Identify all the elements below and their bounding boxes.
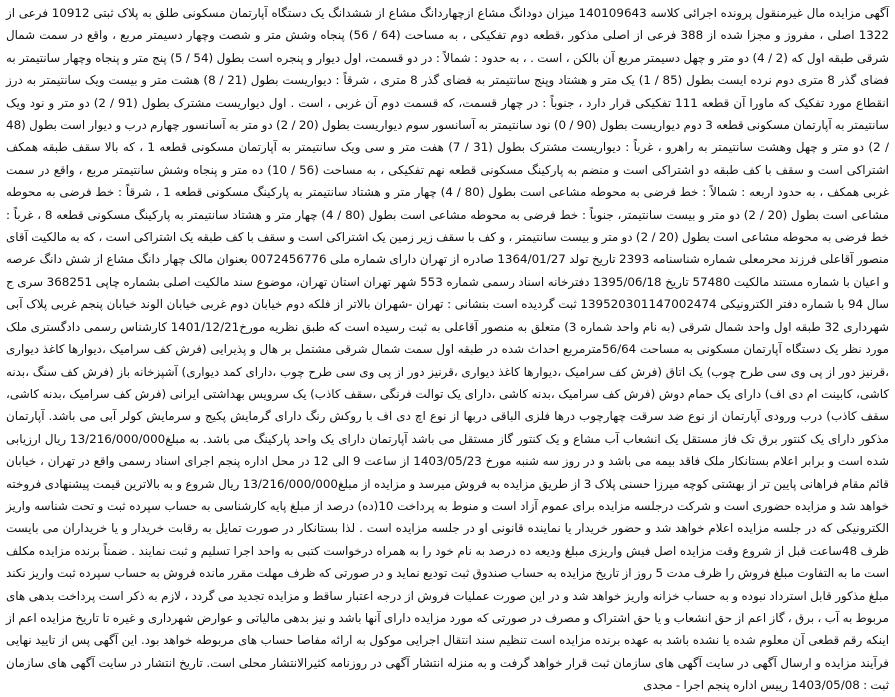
- auction-notice-text: آگهی مزایده مال غیرمنقول پرونده اجرائی کلاسه 140109643 میزان دودانگ مشاع ازچهاردانگ مشاع از ششدانگ یک دستگاه آپارتمان مسکونی طلق به پلاک ثبتی 10912 فرعی از 1322 اصلی ، مفروز و مجزا شده از 388 فرعی از اصلی مذکور ،قطعه دوم تفکیکی ، به مساحت (64 / 56) پنجاه وشش متر و شصت وچهار دسیمتر مربع ، واقع در سمت شمال شرقی طبقه اول که (2 / 4) دو متر و چهل دسیمتر مربع آن بالکن ، است . ، به حدود : شمالاً : در دو قسمت، اول دیوار و پنجره است بطول (54 / 5) پنج متر و پنجاه وچهار سانتیمتر به فضای گذر 8 متری دوم نرده ایست بطول (85 / 1) یک متر و هشتاد وپنج سانتیمتر به فضای گذر 8 متری ، شرقاً : دیواریست بطول (21 / 8) هشت متر و بیست ویک سانتیمتر به درز انقطاع مورد تفکیک که ماورا آن قطعه 111 تفکیکی قرار دارد ، جنوباً : در چهار قسمت، که قسمت دوم آن غربی ، است . اول دیواریست مشترک بطول (91 / 2) دو متر و نود ویک سانتیمتر به آپارتمان مسکونی قطعه 3 دوم دیواریست بطول (90 / 0) نود سانتیمتر به آسانسور سوم دیواریست بطول (20 / 2) دو متر به آسانسور چهارم درب و دیوار است بطول (48 / 2) دو متر و چهل وهشت سانتیمتر به راهرو ، غرباً : دیواریست مشترک بطول (31 / 7) هفت متر و سی ویک سانتیمتر به آپارتمان مسکونی قطعه 1 ، که بالا سقف طبقه همکف اشتراکی است و سقف با کف طبقه دو اشتراکی است و منضم به پارکینگ مسکونی قطعه نهم تفکیکی ، به مساحت (56 / 10) ده متر و پنجاه وشش سانتیمتر مربع ، واقع در سمت غربی همکف ، به حدود اربعه : شمالاً : خط فرضی به محوطه مشاعی است بطول (80 / 4) چهار متر و هشتاد سانتیمتر به پارکینگ مسکونی قطعه 1 ، شرقاً : خط فرضی به محوطه مشاعی است بطول (20 / 2) دو متر و بیست سانتیمتر، جنوباً : خط فرضی به محوطه مشاعی است بطول (80 / 4) چهار متر و هشتاد سانتیمتر به پارکینگ مسکونی قطعه 8 ، غرباً : خط فرضی به محوطه مشاعی است بطول (20 / 2) دو متر و بیست سانتیمتر ، و کف با سقف زیر زمین یک اشتراکی است و سقف با کف طبقه یک اشتراکی است ، که به مالکیت آقای منصور آقاعلی فرزند محرمعلی شماره شناسنامه 2393 تاریخ تولد 1364/01/27 صادره از تهران دارای شماره ملی 0072456776 بعنوان مالک چهار دانگ مشاع از شش دانگ عرصه و اعیان با شماره مستند مالکیت 57480 تاریخ 1395/06/18 دفترخانه اسناد رسمی شماره 553 شهر تهران استان تهران، موضوع سند مالکیت اصلی بشماره چاپی 368251 سری ج سال 94 با شماره دفتر الکترونیکی 139520301147002474 ثبت گردیده است بنشانی : تهران -شهران بالاتر از فلکه دوم خیابان دوم غربی خیابان الوند خیابان پنجم غربی پلاک آبی شهرداری 32 طبقه اول واحد شمال شرقی (به نام واحد شماره 3) متعلق به منصور آقاعلی به ثبت رسیده است که طبق نظریه مورخ1401/12/21 کارشناس رسمی دادگستری ملک مورد نظر یک دستگاه آپارتمان مسکونی به مساحت 56/64مترمربع احداث شده در طبقه اول سمت شمال شرقی مشتمل بر هال و پذیرایی (فرش کف سرامیک ،دیوارها کاغذ دیواری ،قرنیز دور از پی وی سی طرح چوب) یک اتاق (فرش کف سرامیک ،دیوارها کاغذ دیواری ،قرنیز دور از پی وی سی طرح چوب ،دارای کمد دیواری) آشپزخانه باز (فرش کف سنگ ،بدنه کاشی، کابینت ام دی اف) دارای یک حمام دوش (فرش کف سرامیک ،بدنه کاشی ،دارای یک توالت فرنگی ،سقف کاذب) یک سرویس بهداشتی ایرانی (فرش کف سرامیک ،بدنه کاشی، سقف کاذب) درب ورودی آپارتمان از نوع ضد سرقت چهارچوب درها فلزی الباقی دربها از نوع اچ دی اف با روکش رنگ دارای گرمایش پکیج و سرمایش کولر آبی می باشد. آپارتمان مذکور دارای یک کنتور برق تک فاز مستقل یک انشعاب آب مشاع و یک کنتور گاز مستقل می باشد آپارتمان دارای یک واحد پارکینگ می باشد. به مبلغ13/216/000/000 ریال ارزیابی شده است و برابر اعلام بستانکار ملک فاقد بیمه می باشد و در روز سه شنبه مورخ 1403/05/23 از ساعت 9 الی 12 در محل اداره پنجم اجرای اسناد رسمی واقع در تهران ، خیابان قائم مقام فراهانی پایین تر از بهشتی کوچه میرزا حسنی پلاک 3 از طریق مزایده به فروش میرسد و مزایده از مبلغ13/216/000/000 ریال شروع و به بالاترین قیمت پیشنهادی فروخته خواهد شد و مزایده حضوری است و شرکت درجلسه مزایده برای عموم آزاد است و منوط به پرداخت 10(ده) درصد از مبلغ پایه کارشناسی به حساب سپرده ثبت و تحت شناسه واریز الکترونیکی که در جلسه مزایده اعلام خواهد شد و حضور خریدار یا نماینده قانونی او در جلسه مزایده است . لذا بستانکار در صورت تمایل به رقابت خریدار و یا خریداران می بایست ظرف 48ساعت قبل از شروع وقت مزایده اصل فیش واریزی مبلغ ودیعه ده درصد به نام خود را به همراه درخواست کتبی به واحد اجرا تسلیم و ثبت نمایند . ضمناً برنده مزایده مکلف است ما به التفاوت مبلغ فروش را ظرف مدت 5 روز از تاریخ مزایده به حساب صندوق ثبت تودیع نماید و در صورتی که ظرف مهلت مقرر مانده فروش به حساب سپرده ثبت واریز نکند مبلغ مذکور قابل استرداد نبوده و به حساب خزانه واریز خواهد شد و در این صورت عملیات فروش از درجه اعتبار ساقط و مزایده تجدید می گردد ، لازم به ذکر است پرداخت بدهی های مربوط به آب ، برق ، گاز اعم از حق انشعاب و یا حق اشتراک و مصرف در صورتی که مورد مزایده دارای آنها باشد و نیز بدهی مالیاتی و عوارض شهرداری و غیره تا تاریخ مزایده اعم از اینکه رقم قطعی آن معلوم شده یا نشده باشد به عهده برنده مزایده است تنظیم سند انتقال اجرایی موکول به ارائه مفاصا حساب های مربوطه خواهد بود. این آگهی پس از تایید نهایی فرآیند مزایده و ارسال آگهی در سایت آگهی های سازمان ثبت قرار خواهد گرفت و به منزله انتشار آگهی در روزنامه کثیرالانتشار محلی است. تاریخ انتشار در سایت آگهی های سازمان ثبت : 1403/05/08 رییس اداره پنجم اجرا - مجدی: [6, 6, 890, 693]
